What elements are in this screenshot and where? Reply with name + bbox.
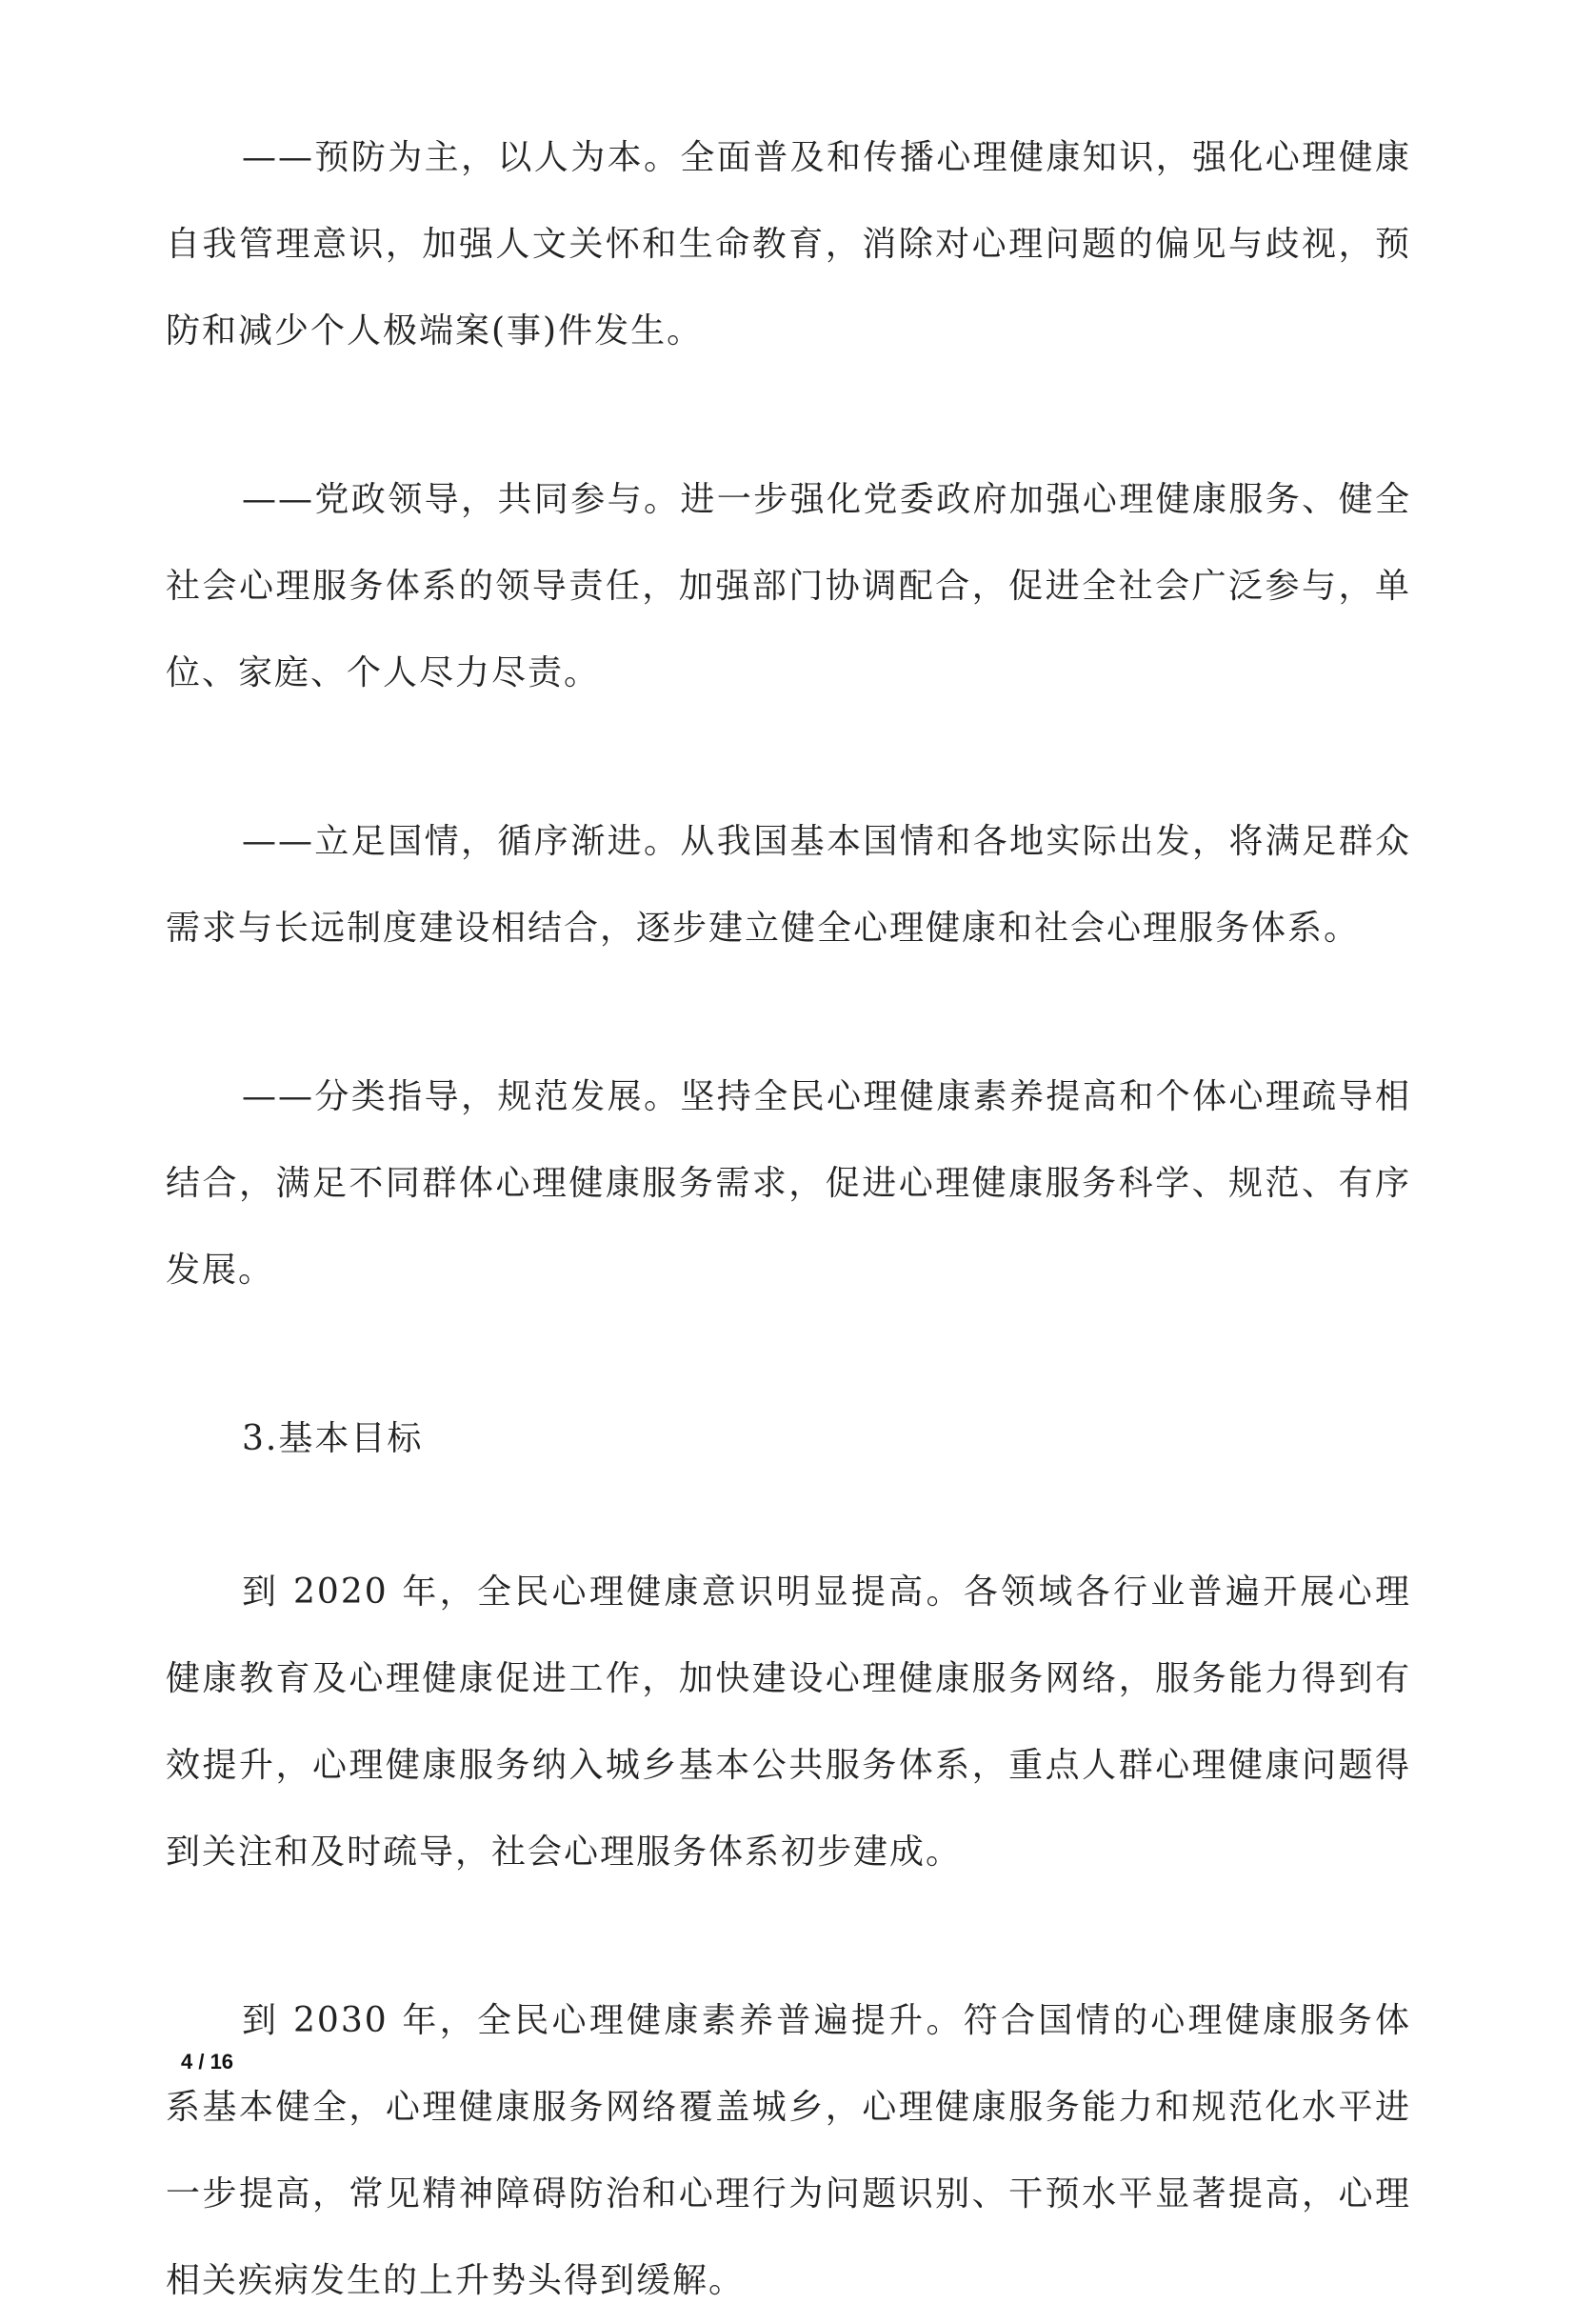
paragraph-principle-leadership: ——党政领导，共同参与。进一步强化党委政府加强心理健康服务、健全社会心理服务体系的领导责任，加强部门协调配合，促进全社会广泛参与，单位、家庭、个人尽力尽责。 — [166, 480, 1411, 692]
paragraph-principle-prevention: ——预防为主，以人为本。全面普及和传播心理健康知识，强化心理健康自我管理意识，加强人文关怀和生命教育，消除对心理问题的偏见与歧视，预防和减少个人极端案(事)件发生。 — [166, 138, 1411, 351]
paragraph-goal-2030: 到 2030 年，全民心理健康素养普遍提升。符合国情的心理健康服务体系基本健全，心理健康服务网络覆盖城乡，心理健康服务能力和规范化水平进一步提高，常见精神障碍防治和心理行为问题识别、干预水平显著提高，心理相关疾病发生的上升势头得到缓解。 — [166, 2001, 1411, 2300]
page-number: 4 / 16 — [181, 2050, 234, 2074]
paragraph-goal-2020: 到 2020 年，全民心理健康意识明显提高。各领域各行业普遍开展心理健康教育及心理健康促进工作，加快建设心理健康服务网络，服务能力得到有效提升，心理健康服务纳入城乡基本公共服务体系，重点人群心理健康问题得到关注和及时疏导，社会心理服务体系初步建成。 — [166, 1573, 1411, 1872]
section-heading-basic-goals: 3.基本目标 — [242, 1419, 424, 1458]
paragraph-principle-classified-guidance: ——分类指导，规范发展。坚持全民心理健康素养提高和个体心理疏导相结合，满足不同群体心理健康服务需求，促进心理健康服务科学、规范、有序发展。 — [166, 1077, 1411, 1290]
document-body — [166, 114, 1411, 2324]
paragraph-principle-national-conditions: ——立足国情，循序渐进。从我国基本国情和各地实际出发，将满足群众需求与长远制度建设相结合，逐步建立健全心理健康和社会心理服务体系。 — [166, 822, 1411, 948]
